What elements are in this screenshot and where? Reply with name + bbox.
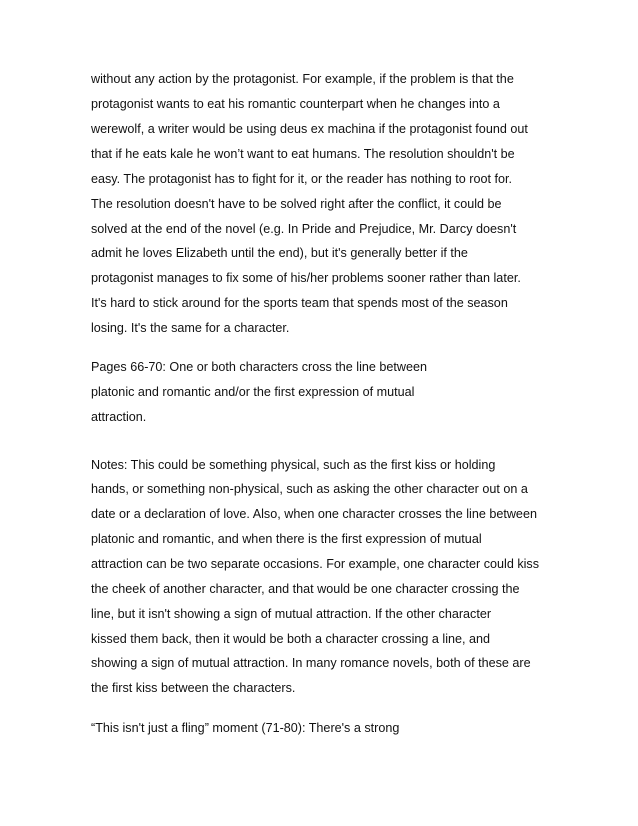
text-line: without any action by the protagonist. For example, if the problem is that the <box>91 72 514 86</box>
text-line: hands, or something non-physical, such as asking the other character out on a <box>91 482 528 496</box>
text-line: werewolf, a writer would be using deus ex machina if the protagonist found out <box>91 122 528 136</box>
text-line: losing. It's the same for a character. <box>91 321 290 335</box>
text-line: date or a declaration of love. Also, when one character crosses the line between <box>91 507 537 521</box>
text-line: kissed them back, then it would be both a character crossing a line, and <box>91 632 491 646</box>
text-line: protagonist wants to eat his romantic counterpart when he changes into a <box>91 97 500 111</box>
text-line: Notes: This could be something physical, such as the first kiss or holding <box>91 458 496 472</box>
text-line: the first kiss between the characters. <box>91 681 296 695</box>
text-line: the cheek of another character, and that would be one character crossing the <box>91 582 520 596</box>
text-line: platonic and romantic, and when there is the first expression of mutual <box>91 532 482 546</box>
section-heading-line: Pages 66-70: One or both characters cross the line between <box>91 360 428 374</box>
section-heading-line: “This isn't just a fling” moment (71-80): There's a strong <box>91 721 400 735</box>
text-line: showing a sign of mutual attraction. In many romance novels, both of these are <box>91 656 531 670</box>
text-line: The resolution doesn't have to be solved right after the conflict, it could be <box>91 197 502 211</box>
section-heading-line: attraction. <box>91 410 147 424</box>
text-line: solved at the end of the novel (e.g. In Pride and Prejudice, Mr. Darcy doesn't <box>91 222 517 236</box>
section-heading-line: platonic and romantic and/or the first expression of mutual <box>91 385 415 399</box>
text-line: line, but it isn't showing a sign of mutual attraction. If the other character <box>91 607 492 621</box>
text-line: easy. The protagonist has to fight for it, or the reader has nothing to root for. <box>91 172 512 186</box>
text-line: It's hard to stick around for the sports team that spends most of the season <box>91 296 508 310</box>
text-line: admit he loves Elizabeth until the end), but it's generally better if the <box>91 246 468 260</box>
text-line: attraction can be two separate occasions. For example, one character could kiss <box>91 557 540 571</box>
text-line: that if he eats kale he won’t want to eat humans. The resolution shouldn't be <box>91 147 515 161</box>
text-line: protagonist manages to fix some of his/her problems sooner rather than later. <box>91 271 521 285</box>
